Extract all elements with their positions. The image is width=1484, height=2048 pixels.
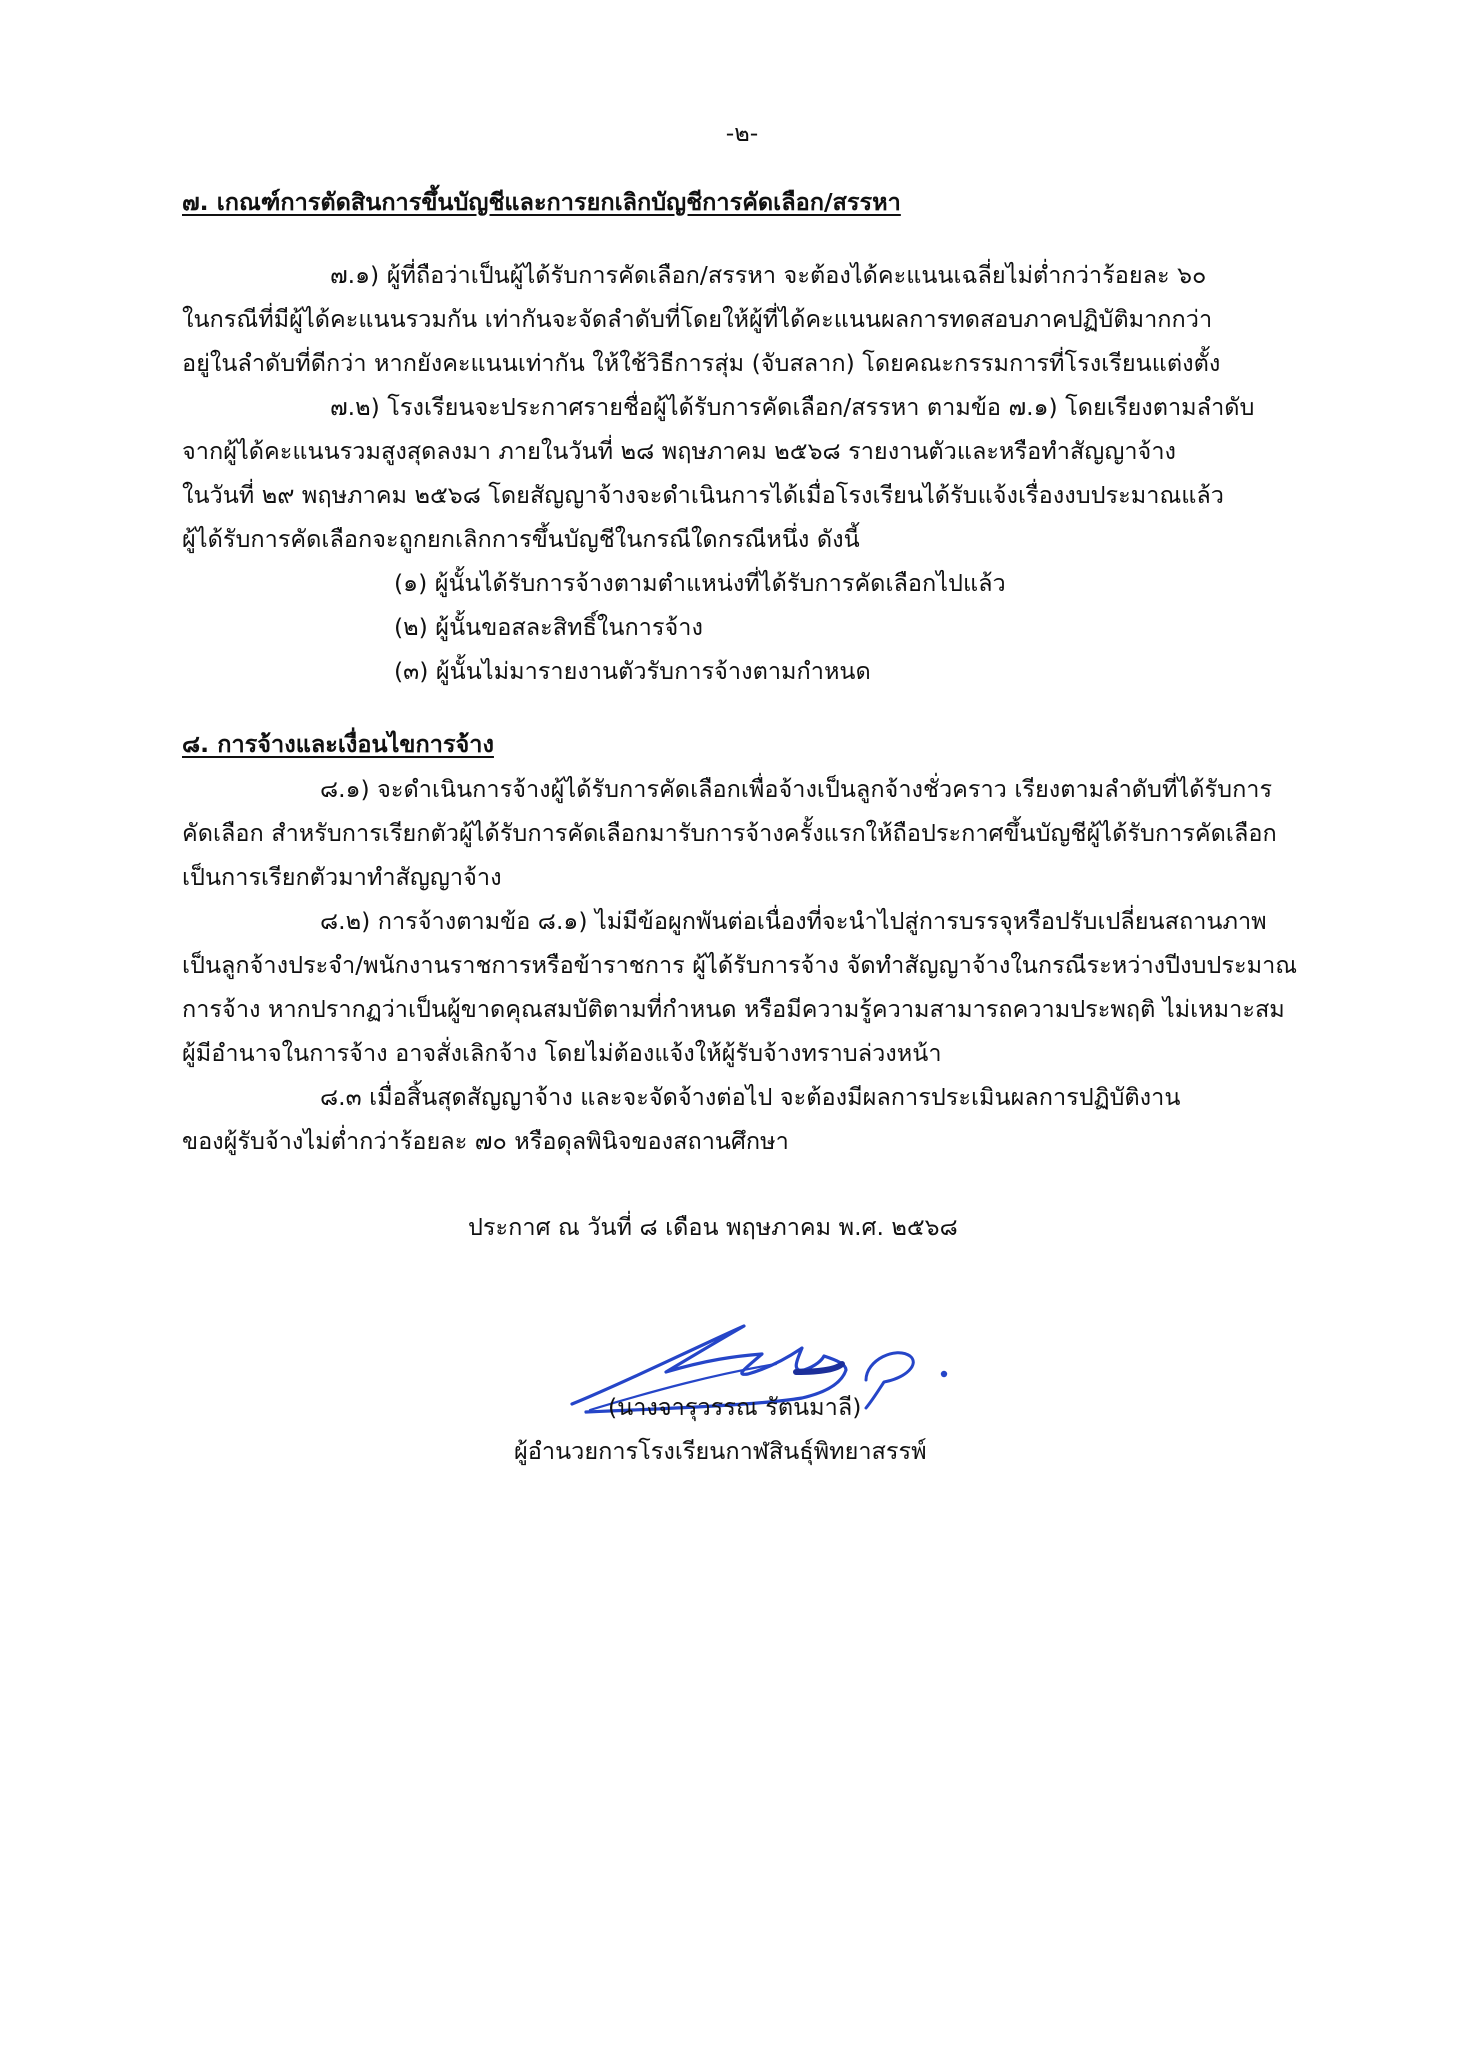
announcement-date: ประกาศ ณ วันที่ ๘ เดือน พฤษภาคม พ.ศ. ๒๕๖๘ [468,1213,958,1241]
section-8-line: คัดเลือก สำหรับการเรียกตัวผู้ได้รับการคัดเลือกมารับการจ้างครั้งแรกให้ถือประกาศขึ้นบัญชีผู้ได้รับการคัดเลือก [182,819,1277,847]
section-8-line: การจ้าง หากปรากฏว่าเป็นผู้ขาดคุณสมบัติตามที่กำหนด หรือมีความรู้ความสามารถความประพฤติ ไม่เหมาะสม [182,995,1285,1023]
section-8-line: ๘.๓ เมื่อสิ้นสุดสัญญาจ้าง และจะจัดจ้างต่อไป จะต้องมีผลการประเมินผลการปฏิบัติงาน [320,1083,1181,1111]
section-8-line: ๘.๑) จะดำเนินการจ้างผู้ได้รับการคัดเลือกเพื่อจ้างเป็นลูกจ้างชั่วคราว เรียงตามลำดับที่ได้รับการ [320,775,1273,803]
signature-stroke [796,1364,842,1372]
section-8-line: เป็นลูกจ้างประจำ/พนักงานราชการหรือข้าราชการ ผู้ได้รับการจ้าง จัดทำสัญญาจ้างในกรณีระหว่างปีงบประมาณ [182,951,1298,979]
section-7-list-item: (๒) ผู้นั้นขอสละสิทธิ์ในการจ้าง [394,613,703,641]
section-8-line: ๘.๒) การจ้างตามข้อ ๘.๑) ไม่มีข้อผูกพันต่อเนื่องที่จะนำไปสู่การบรรจุหรือปรับเปลี่ยนสถานภาพ [320,907,1267,935]
section-7-list-item: (๑) ผู้นั้นได้รับการจ้างตามตำแหน่งที่ได้รับการคัดเลือกไปแล้ว [394,569,1006,597]
section-8-line: เป็นการเรียกตัวมาทำสัญญาจ้าง [182,863,502,891]
section-7-heading: ๗. เกณฑ์การตัดสินการขึ้นบัญชีและการยกเลิกบัญชีการคัดเลือก/สรรหา [182,188,901,216]
section-7-line: ในวันที่ ๒๙ พฤษภาคม ๒๕๖๘ โดยสัญญาจ้างจะดำเนินการได้เมื่อโรงเรียนได้รับแจ้งเรื่องงบประมาณแล้ว [182,481,1224,509]
section-8-line: ผู้มีอำนาจในการจ้าง อาจสั่งเลิกจ้าง โดยไม่ต้องแจ้งให้ผู้รับจ้างทราบล่วงหน้า [182,1039,942,1067]
signer-title: ผู้อำนวยการโรงเรียนกาฬสินธุ์พิทยาสรรพ์ [514,1437,927,1465]
section-7-line: ๗.๑) ผู้ที่ถือว่าเป็นผู้ได้รับการคัดเลือก/สรรหา จะต้องได้คะแนนเฉลี่ยไม่ต่ำกว่าร้อยละ ๖๐ [330,261,1207,289]
section-7-line: ผู้ได้รับการคัดเลือกจะถูกยกเลิกการขึ้นบัญชีในกรณีใดกรณีหนึ่ง ดังนี้ [182,525,860,553]
section-7-line: ในกรณีที่มีผู้ได้คะแนนรวมกัน เท่ากันจะจัดลำดับที่โดยให้ผู้ที่ได้คะแนนผลการทดสอบภาคปฏิบัติมากกว่า [182,305,1213,333]
section-8-line: ของผู้รับจ้างไม่ต่ำกว่าร้อยละ ๗๐ หรือดุลพินิจของสถานศึกษา [182,1127,789,1155]
signer-name: (นางจารุวรรณ รัตนมาลี) [608,1393,862,1421]
signature-stroke [866,1353,913,1408]
section-7-line: ๗.๒) โรงเรียนจะประกาศรายชื่อผู้ได้รับการคัดเลือก/สรรหา ตามข้อ ๗.๑) โดยเรียงตามลำดับ [330,393,1255,421]
signature-dot [941,1371,947,1377]
section-8-heading: ๘. การจ้างและเงื่อนไขการจ้าง [182,730,494,758]
section-7-list-item: (๓) ผู้นั้นไม่มารายงานตัวรับการจ้างตามกำหนด [394,657,871,685]
page-number: -๒- [725,119,759,147]
section-7-line: อยู่ในลำดับที่ดีกว่า หากยังคะแนนเท่ากัน ให้ใช้วิธีการสุ่ม (จับสลาก) โดยคณะกรรมการที่โรงเรียนแต่งตั้ง [182,349,1221,377]
section-7-line: จากผู้ได้คะแนนรวมสูงสุดลงมา ภายในวันที่ ๒๘ พฤษภาคม ๒๕๖๘ รายงานตัวและหรือทำสัญญาจ้าง [182,437,1176,465]
